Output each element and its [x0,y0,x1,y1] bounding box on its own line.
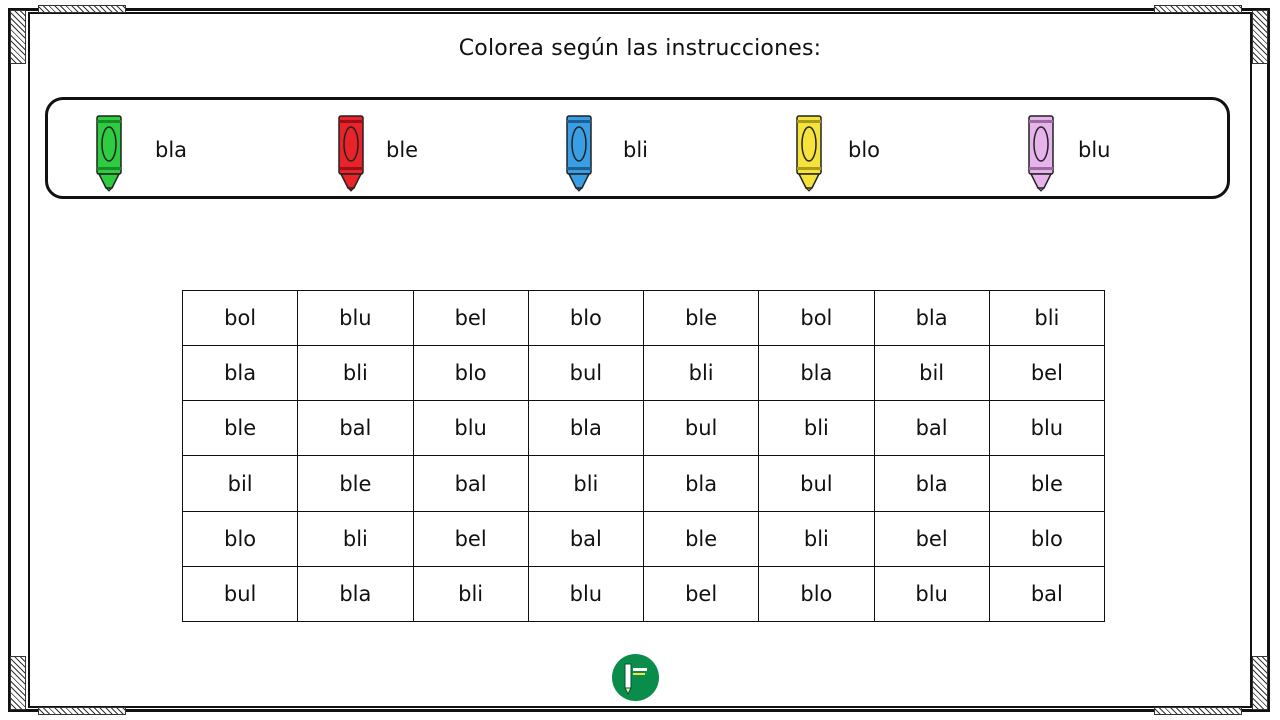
grid-cell: blo [528,291,643,346]
grid-cell: bil [183,456,298,511]
grid-cell: bal [413,456,528,511]
grid-cell: bal [298,401,413,456]
grid-cell: bol [759,291,874,346]
logo [612,654,659,701]
grid-cell: blo [759,566,874,621]
grid-cell: bli [644,346,759,401]
grid-row [183,456,1105,511]
grid-cell: blo [413,346,528,401]
legend-label-ble: ble [386,138,419,162]
grid-row [183,346,1105,401]
grid-row [183,401,1105,456]
grid-cell: bol [183,291,298,346]
edge-ornament-top-right [1154,5,1242,13]
grid-cell: bla [298,566,413,621]
corner-ornament-bottom-right [1252,656,1268,710]
grid-cell: bli [528,456,643,511]
legend-label-blu: blu [1078,138,1111,162]
red-crayon-icon [335,114,367,192]
grid-cell: ble [644,291,759,346]
corner-ornament-bottom-left [10,656,26,710]
grid-cell: bel [989,346,1104,401]
grid-cell: blu [989,401,1104,456]
grid-cell: bla [528,401,643,456]
grid-cell: bal [874,401,989,456]
page-title: Colorea según las instrucciones: [458,36,822,61]
grid-cell: bel [874,511,989,566]
grid-cell: bul [528,346,643,401]
grid-row [183,511,1105,566]
grid-row [183,566,1105,621]
blue-crayon-icon [563,114,595,192]
grid-cell: bla [183,346,298,401]
pink-crayon-icon [1025,114,1057,192]
grid-cell: bal [528,511,643,566]
legend-label-bla: bla [155,138,188,162]
grid-cell: bli [298,511,413,566]
legend-label-blo: blo [848,138,881,162]
edge-ornament-top-left [38,5,126,13]
grid-cell: bli [759,511,874,566]
edge-ornament-bottom-left [38,707,126,715]
grid-cell: bla [874,291,989,346]
grid-cell: ble [989,456,1104,511]
grid-cell: bli [298,346,413,401]
grid-cell: ble [644,511,759,566]
grid-cell: bul [183,566,298,621]
grid-cell: blo [183,511,298,566]
grid-cell: bli [759,401,874,456]
pencil-logo-icon [612,654,659,701]
yellow-crayon-icon [793,114,825,192]
green-crayon-icon [93,114,125,192]
grid-cell: bli [989,291,1104,346]
grid-cell: bla [874,456,989,511]
grid-cell: bla [644,456,759,511]
grid-cell: blu [413,401,528,456]
grid-cell: bul [759,456,874,511]
grid-row [183,291,1105,346]
grid-cell: bal [989,566,1104,621]
grid-cell: blu [298,291,413,346]
syllable-grid [182,290,1105,622]
grid-cell: bel [413,511,528,566]
grid-cell: bli [413,566,528,621]
grid-cell: bul [644,401,759,456]
color-legend [45,97,1230,199]
legend-label-bli: bli [623,138,648,162]
grid-cell: ble [183,401,298,456]
grid-cell: blu [528,566,643,621]
grid-cell: blu [874,566,989,621]
grid-cell: bel [413,291,528,346]
edge-ornament-bottom-right [1154,707,1242,715]
grid-cell: bel [644,566,759,621]
grid-cell: blo [989,511,1104,566]
grid-cell: bil [874,346,989,401]
grid-cell: bla [759,346,874,401]
grid-cell: ble [298,456,413,511]
